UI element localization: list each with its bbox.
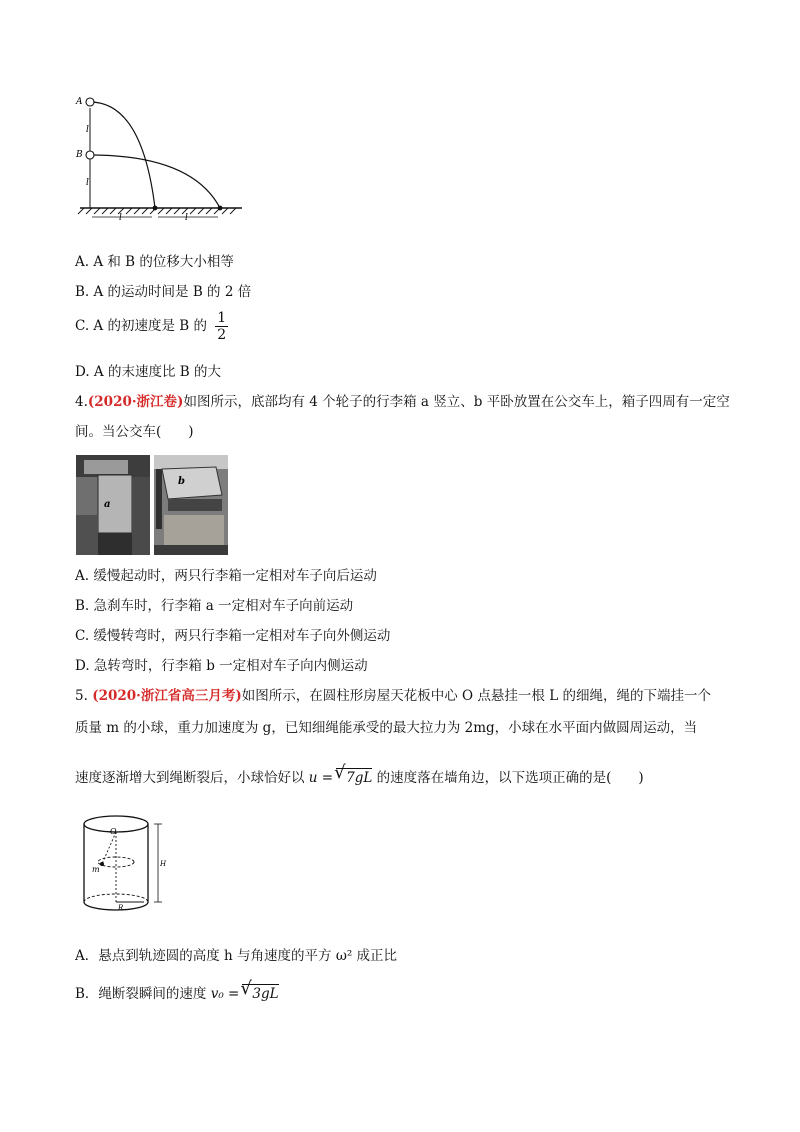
q5-stem-line3 [75, 768, 644, 788]
label-m: m [92, 865, 100, 874]
fraction-denominator: 2 [217, 327, 227, 343]
label-o: O [110, 827, 117, 836]
q5-source: (2020·浙江省高三月考) [92, 688, 242, 704]
label-b: B [76, 150, 83, 160]
label-l-right: l [185, 213, 188, 223]
q4-stem-line2: 间。当公交车( ) [75, 424, 194, 440]
label-l-upper: l [86, 125, 89, 135]
q3-option-c [75, 310, 228, 343]
label-a: A [76, 97, 83, 107]
q5-stem-line2: 质量 m 的小球，重力加速度为 g，已知细绳能承受的最大拉力为 2mg，小球在水平面内做圆周运动，当 [75, 720, 698, 736]
label-h: H [160, 860, 167, 868]
q5-velocity-symbol: u = [308, 770, 334, 786]
q4-option-d: D. 急转弯时，行李箱 b 一定相对车子向内侧运动 [75, 658, 368, 674]
q5-option-a: A．悬点到轨迹圆的高度 h 与角速度的平方 ω² 成正比 [75, 948, 398, 964]
label-l-lower: l [86, 178, 89, 188]
q5-stem-line1 [75, 686, 711, 706]
q3-option-d: D. A 的末速度比 B 的大 [75, 364, 221, 380]
projectile-figure [72, 88, 247, 223]
q4-option-c: C. 缓慢转弯时，两只行李箱一定相对车子向外侧运动 [75, 628, 391, 644]
sqrt-7gL: √ 7gL [336, 768, 372, 787]
luggage-photo [76, 455, 228, 555]
q5-v0-symbol: v₀ = [210, 986, 240, 1002]
q5-stem-text1: 如图所示，在圆柱形房屋天花板中心 O 点悬挂一根 L 的细绳，绳的下端挂一个 [241, 688, 711, 704]
sqrt-3gL: √ 3gL [242, 984, 278, 1003]
q5-stem-text3: 速度逐渐增大到绳断裂后，小球恰好以 [75, 770, 305, 786]
q5-stem-text3-end: 的速度落在墙角边，以下选项正确的是( ) [376, 770, 644, 786]
cylinder-figure [76, 810, 176, 920]
q3-option-b: B. A 的运动时间是 B 的 2 倍 [75, 284, 252, 300]
label-l-left: l [119, 213, 122, 223]
q5-option-b [75, 984, 279, 1004]
q5-number: 5. [75, 688, 88, 704]
label-r: R [118, 904, 124, 912]
q4-number: 4. [75, 394, 88, 410]
q3-option-a: A. A 和 B 的位移大小相等 [75, 254, 234, 270]
q4-option-b: B. 急刹车时，行李箱 a 一定相对车子向前运动 [75, 598, 354, 614]
q3-option-c-text: C. A 的初速度是 B 的 [75, 318, 207, 334]
q4-stem-line1 [75, 392, 730, 412]
fraction-one-half [215, 310, 228, 343]
q5-option-b-text: B．绳断裂瞬间的速度 [75, 986, 207, 1002]
q4-stem-text: 如图所示，底部均有 4 个轮子的行李箱 a 竖立、b 平卧放置在公交车上，箱子四周有一定空 [183, 394, 730, 410]
q4-source: (2020·浙江卷) [87, 394, 184, 410]
photo-label-a: a [104, 499, 111, 510]
q4-option-a: A. 缓慢起动时，两只行李箱一定相对车子向后运动 [75, 568, 377, 584]
fraction-numerator: 1 [217, 310, 227, 326]
photo-label-b: b [178, 476, 185, 487]
